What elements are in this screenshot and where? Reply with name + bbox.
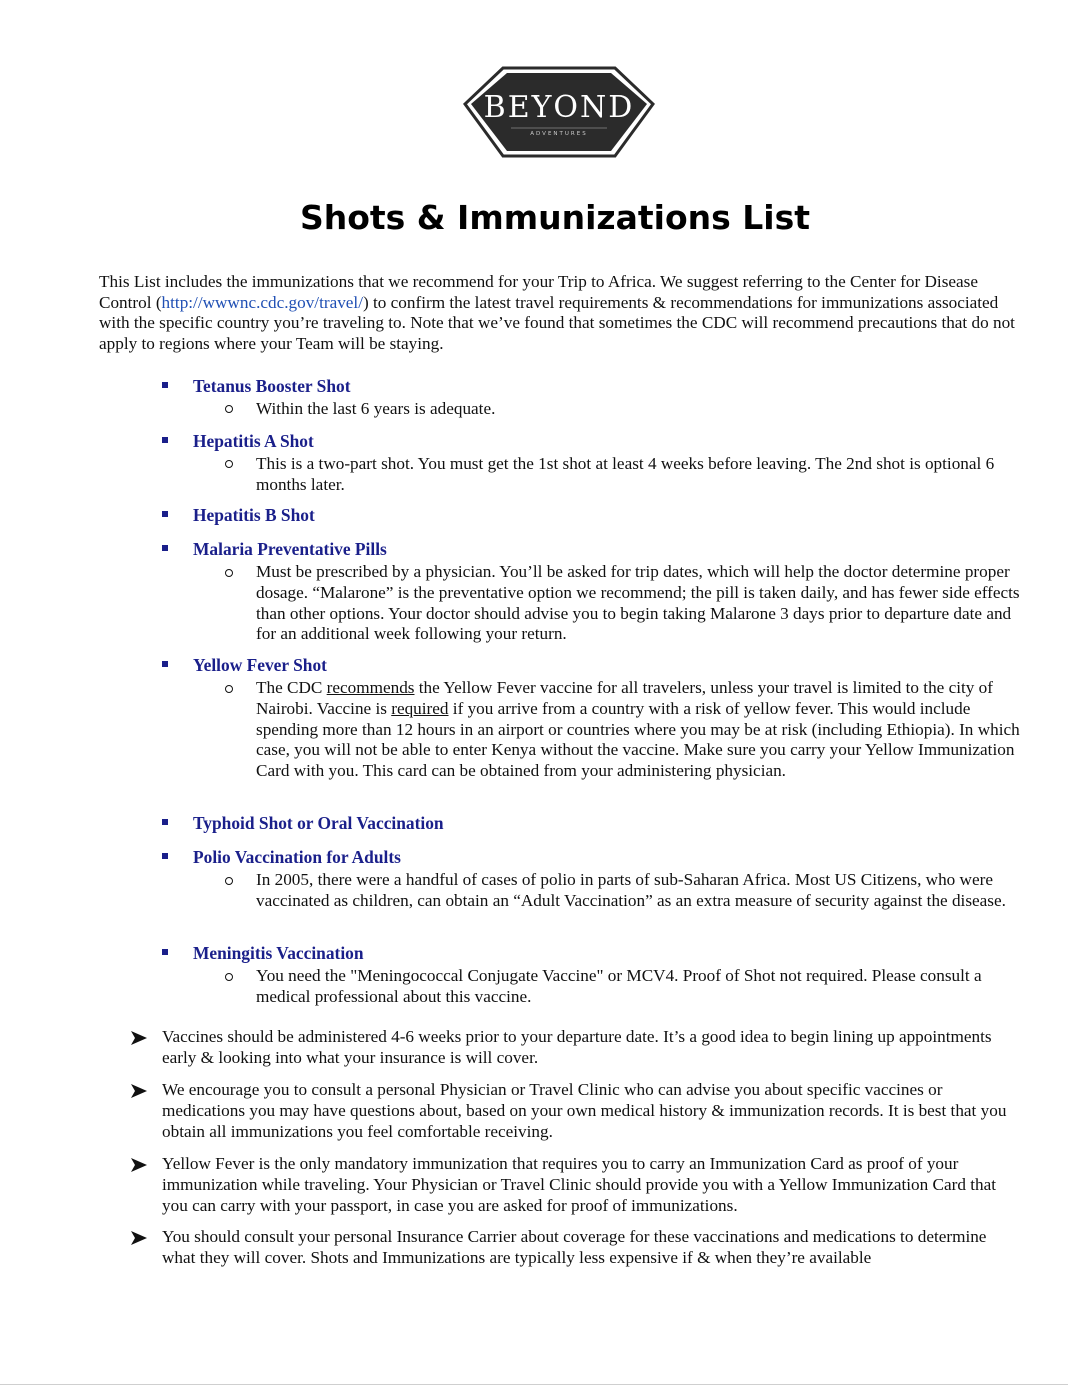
circle-bullet-icon [225,877,235,887]
shot-title-typhoid: Typhoid Shot or Oral Vaccination [193,813,444,833]
note-consult-physician: We encourage you to consult a personal Physician or Travel Clinic who can advise you about specific vaccines or medications you may have questions about, based on your own medical history & immunization records. It is best that you obtain all immunizations you feel comfortable receiving. [162,1080,1007,1141]
shot-detail-meningitis: You need the "Meningococcal Conjugate Vaccine" or MCV4. Proof of Shot not required. Please consult a medical professional about this vaccine. [256,966,982,1006]
circle-bullet-icon [225,685,235,695]
shot-title-malaria: Malaria Preventative Pills [193,539,387,559]
note-insurance: You should consult your personal Insurance Carrier about coverage for these vaccinations and medications to determine what they will cover. Shots and Immunizations are typically less expensive if & when they’re available [162,1227,987,1267]
note-vaccine-timing: Vaccines should be administered 4-6 weeks prior to your departure date. It’s a good idea to begin lining up appointments early & looking into what your insurance is will cover. [162,1027,992,1067]
shot-detail-malaria: Must be prescribed by a physician. You’ll be asked for trip dates, which will help the doctor determine proper dosage. “Malarone” is the preventative option we recommend; the pill is taken daily, and has fewer side effects than other options. Your doctor should advise you to begin taking Malarone 3 days prior to departure date and for an additional week following your return. [256,562,1020,644]
arrow-bullet-icon [130,1030,148,1046]
square-bullet-icon [162,545,168,551]
page-title: Shots & Immunizations List [299,198,811,237]
shot-title-yellow-fever: Yellow Fever Shot [193,655,327,675]
logo-text: BEYOND [483,90,635,125]
shot-title-tetanus: Tetanus Booster Shot [193,376,351,396]
shot-detail-hepatitis-a: This is a two-part shot. You must get the 1st shot at least 4 weeks before leaving. The 2nd shot is optional 6 months later. [256,454,995,494]
shot-title-hepatitis-b: Hepatitis B Shot [193,505,315,525]
shot-title-polio: Polio Vaccination for Adults [193,847,401,867]
logo-subtext: ADVENTURES [530,131,588,137]
intro-text-1: This List includes the immunizations that we recommend for your Trip to Africa. We suggest referring to the Center for Disease Control ( [99,272,978,312]
shot-detail-tetanus: Within the last 6 years is adequate. [256,399,496,418]
square-bullet-icon [162,819,168,825]
arrow-bullet-icon [130,1157,148,1173]
circle-bullet-icon [225,973,235,983]
cdc-travel-link[interactable]: http://wwwnc.cdc.gov/travel/ [161,292,363,312]
intro-paragraph [99,272,1024,355]
arrow-bullet-icon [130,1083,148,1099]
shot-title-meningitis: Meningitis Vaccination [193,943,364,963]
page-bottom-edge [0,1384,1068,1385]
square-bullet-icon [162,511,168,517]
circle-bullet-icon [225,405,235,415]
square-bullet-icon [162,661,168,667]
square-bullet-icon [162,382,168,388]
shot-title-hepatitis-a: Hepatitis A Shot [193,431,314,451]
square-bullet-icon [162,949,168,955]
intro-text-2: ) to confirm the latest travel requirements & recommendations for immunizations associated with the specific country you’re traveling to. Note that we’ve found that sometimes the CDC will recommend precautions that do not apply to regions where your Team will be staying. [99,292,1015,354]
beyond-adventures-logo [457,60,661,164]
circle-bullet-icon [225,460,235,470]
square-bullet-icon [162,853,168,859]
square-bullet-icon [162,437,168,443]
arrow-bullet-icon [130,1230,148,1246]
circle-bullet-icon [225,569,235,579]
shot-detail-polio: In 2005, there were a handful of cases of polio in parts of sub-Saharan Africa. Most US Citizens, who were vaccinated as children, can obtain an “Adult Vaccination” as an extra measure of security against the disease. [256,870,1006,910]
shot-detail-yellow-fever: The CDC recommends the Yellow Fever vaccine for all travelers, unless your travel is limited to the city of Nairobi. Vaccine is required if you arrive from a country with a risk of yellow fever. This would include spending more than 12 hours in an airport or countries where you may be at risk (including Ethiopia). In which case, you will not be able to enter Kenya without the vaccine. Make sure you carry your Yellow Immunization Card with you. This card can be obtained from your administering physician. [256,678,1020,781]
note-yellow-fever-card: Yellow Fever is the only mandatory immunization that requires you to carry an Immunization Card as proof of your immunization while traveling. Your Physician or Travel Clinic should provide you with a Yellow Immunization Card that you can carry with your passport, in case you are asked for proof of immunizations. [162,1154,997,1215]
